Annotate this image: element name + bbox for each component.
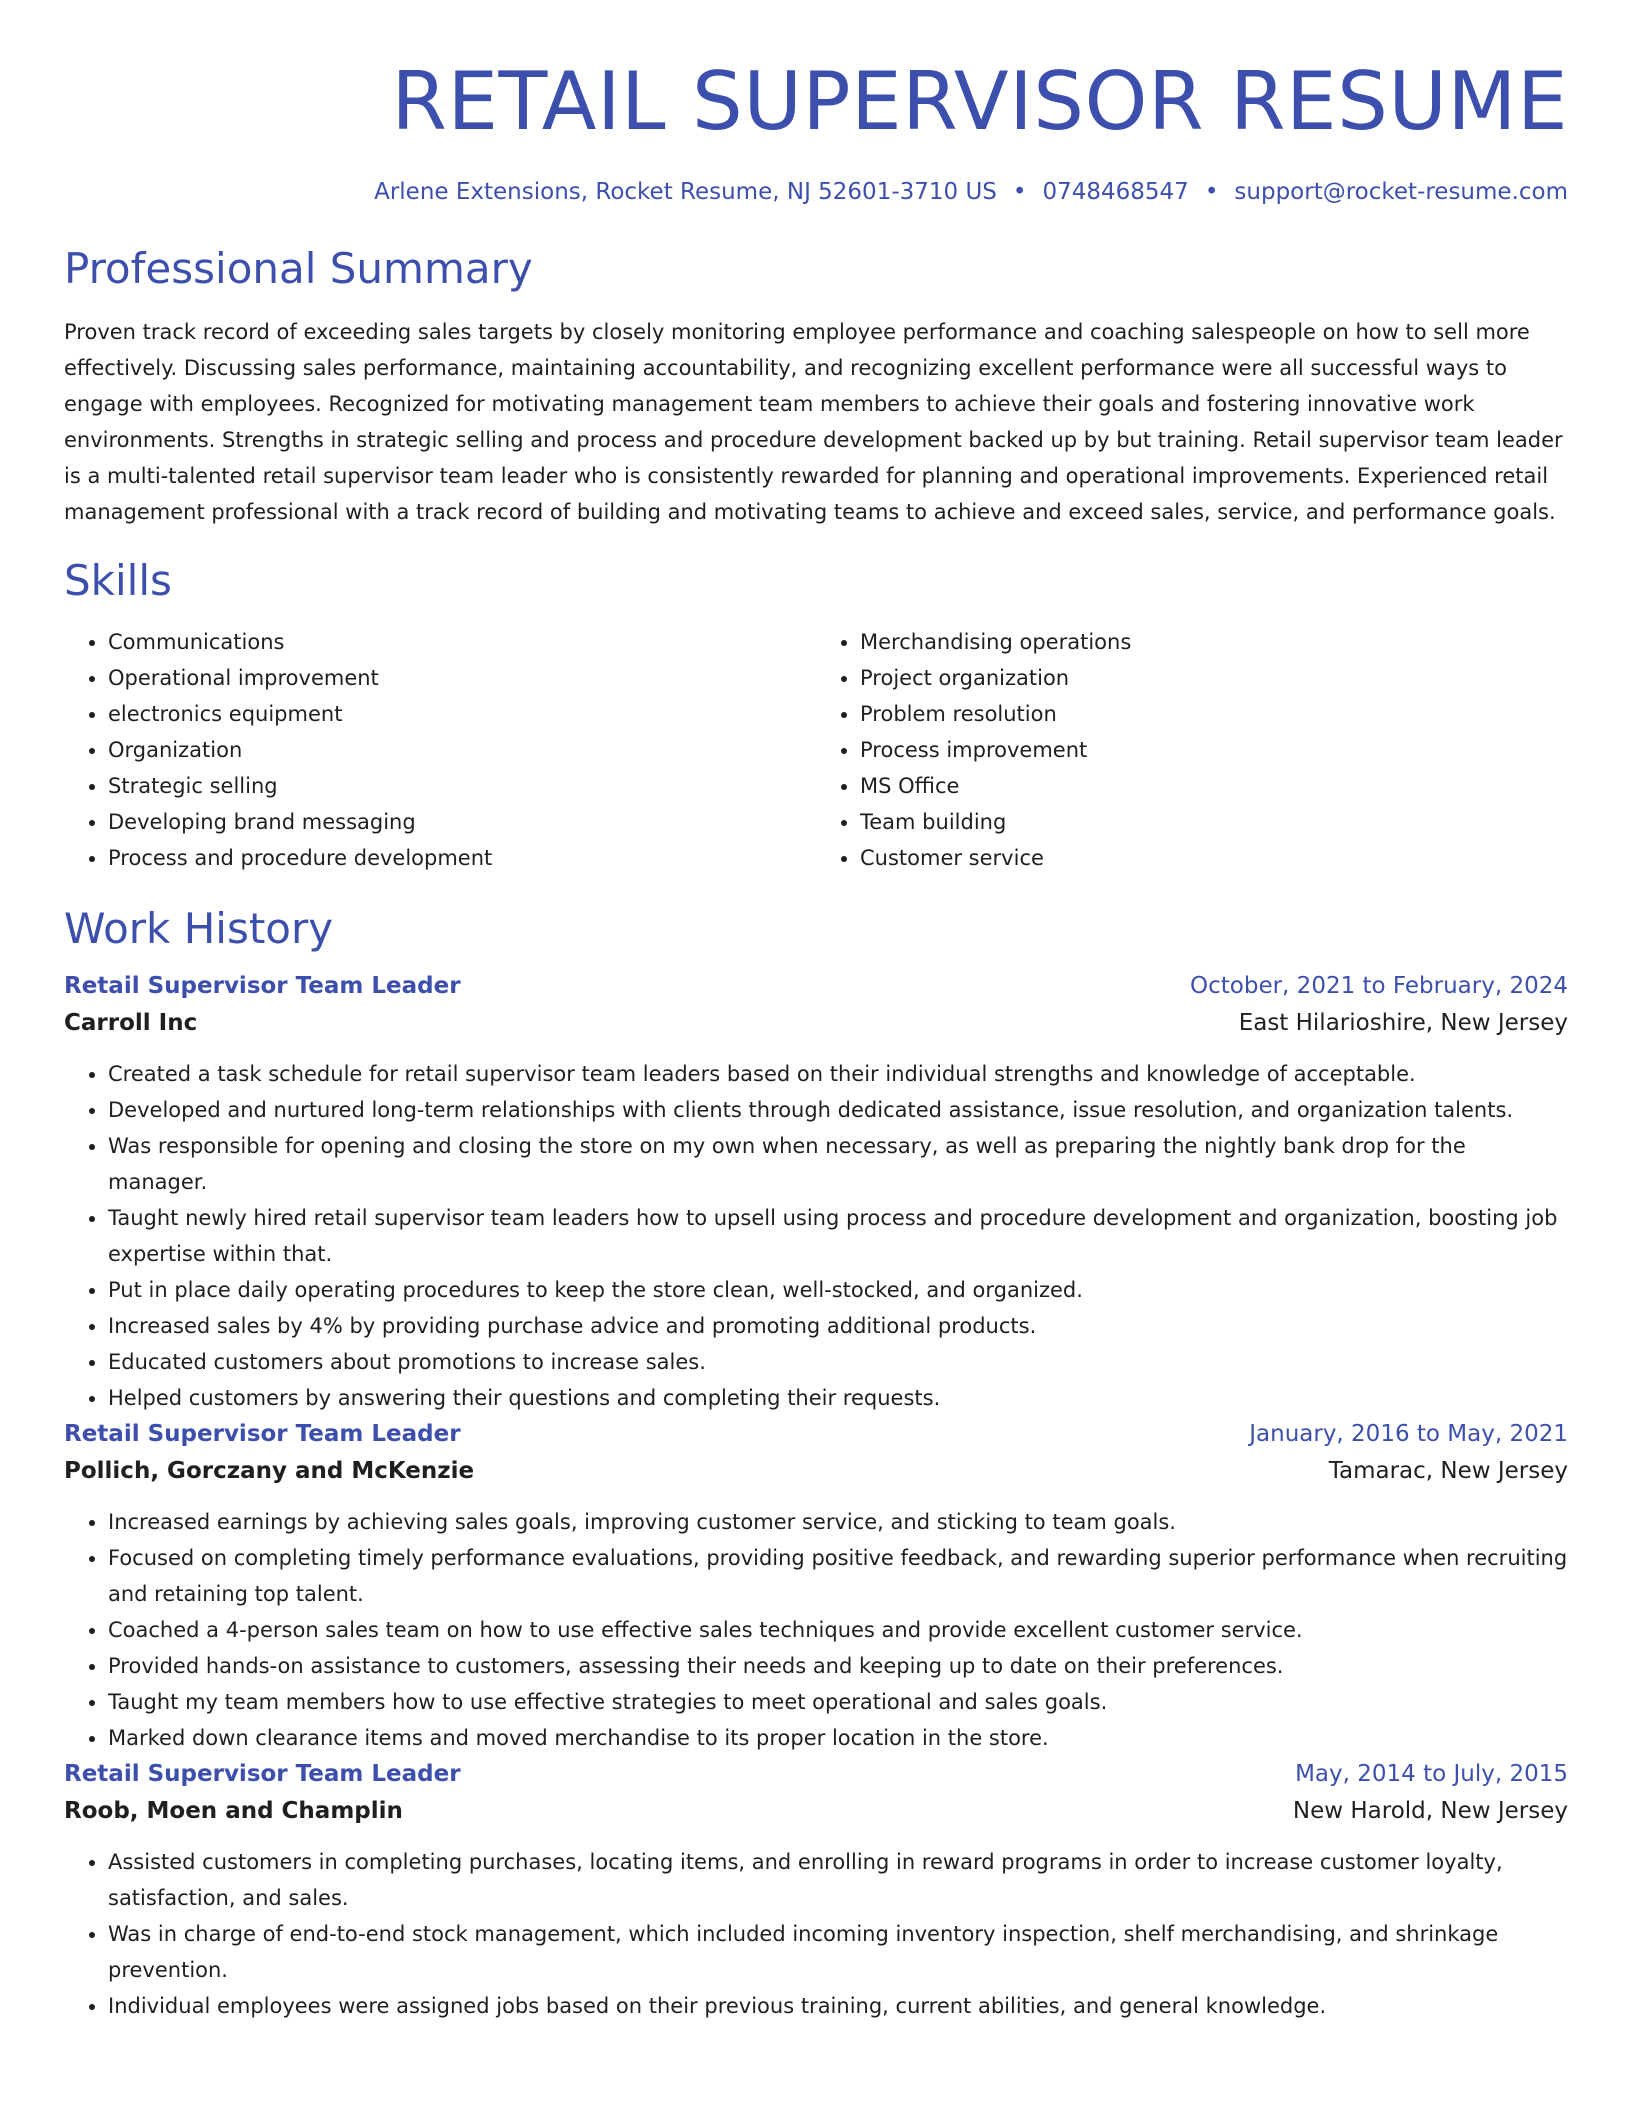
job-dates: May, 2014 to July, 2015 xyxy=(1295,1761,1568,1787)
job-title: Retail Supervisor Team Leader xyxy=(64,973,461,999)
job-bullets xyxy=(64,1056,1568,1416)
skills-list-right xyxy=(816,624,1568,876)
skills-grid xyxy=(64,624,1568,876)
job-title-row xyxy=(64,1756,1568,1792)
skill-item: • MS Office xyxy=(860,768,1568,804)
page-title: RETAIL SUPERVISOR RESUME xyxy=(391,55,1568,148)
job-location: Tamarac, New Jersey xyxy=(1328,1458,1568,1484)
job-bullet: • Taught my team members how to use effective strategies to meet operational and sales goals. xyxy=(108,1684,1568,1720)
skill-item: • Developing brand messaging xyxy=(108,804,816,840)
job-bullet: • Created a task schedule for retail supervisor team leaders based on their individual strengths and knowledge of acceptable. xyxy=(108,1056,1568,1092)
job-bullets xyxy=(64,1504,1568,1756)
skill-item: • Communications xyxy=(108,624,816,660)
contact-line xyxy=(64,176,1568,208)
job-bullet: • Helped customers by answering their questions and completing their requests. xyxy=(108,1380,1568,1416)
contact-email: support@rocket-resume.com xyxy=(1234,179,1568,205)
job-title: Retail Supervisor Team Leader xyxy=(64,1421,461,1447)
work-history-heading: Work History xyxy=(64,904,334,953)
contact-separator: • xyxy=(1204,179,1219,205)
job-title-row xyxy=(64,1416,1568,1452)
job-bullet: • Coached a 4-person sales team on how to use effective sales techniques and provide excellent customer service. xyxy=(108,1612,1568,1648)
skills-heading: Skills xyxy=(64,556,172,605)
job-bullet: • Marked down clearance items and moved merchandise to its proper location in the store. xyxy=(108,1720,1568,1756)
job-title: Retail Supervisor Team Leader xyxy=(64,1761,461,1787)
job-entry xyxy=(64,1416,1568,1756)
job-location: New Harold, New Jersey xyxy=(1292,1798,1568,1824)
job-bullet: • Increased sales by 4% by providing purchase advice and promoting additional products. xyxy=(108,1308,1568,1344)
job-bullet: • Increased earnings by achieving sales goals, improving customer service, and sticking to team goals. xyxy=(108,1504,1568,1540)
skill-item: • Operational improvement xyxy=(108,660,816,696)
job-title-row xyxy=(64,968,1568,1004)
job-company: Carroll Inc xyxy=(64,1010,198,1036)
job-bullet: • Provided hands-on assistance to customers, assessing their needs and keeping up to date on their preferences. xyxy=(108,1648,1568,1684)
skills-list-left xyxy=(64,624,816,876)
skill-item: • Customer service xyxy=(860,840,1568,876)
skill-item: • Organization xyxy=(108,732,816,768)
skill-item: • Team building xyxy=(860,804,1568,840)
skill-item: • electronics equipment xyxy=(108,696,816,732)
job-bullet: • Was responsible for opening and closing the store on my own when necessary, as well as preparing the nightly bank drop for the manager. xyxy=(108,1128,1568,1200)
job-dates: January, 2016 to May, 2021 xyxy=(1249,1421,1568,1447)
resume-header xyxy=(64,52,1568,208)
job-bullets xyxy=(64,1844,1568,2024)
skill-item: • Merchandising operations xyxy=(860,624,1568,660)
summary-heading: Professional Summary xyxy=(64,244,533,293)
job-company-row xyxy=(64,1004,1568,1042)
skill-item: • Project organization xyxy=(860,660,1568,696)
job-company-row xyxy=(64,1452,1568,1490)
contact-phone: 0748468547 xyxy=(1042,179,1189,205)
contact-address: Arlene Extensions, Rocket Resume, NJ 52601-3710 US xyxy=(374,179,997,205)
job-bullet: • Taught newly hired retail supervisor team leaders how to upsell using process and procedure development and organization, boosting job expertise within that. xyxy=(108,1200,1568,1272)
job-entry xyxy=(64,1756,1568,2024)
job-company-row xyxy=(64,1792,1568,1830)
skill-item: • Problem resolution xyxy=(860,696,1568,732)
job-bullet: • Put in place daily operating procedures to keep the store clean, well-stocked, and organized. xyxy=(108,1272,1568,1308)
summary-text: Proven track record of exceeding sales targets by closely monitoring employee performance and coaching salespeople on how to sell more effectively. Discussing sales performance, maintaining accountability, and recognizing excellent performance were all successful ways to engage with employees. Recognized for motivating management team members to achieve their goals and fostering innovative work environments. Strengths in strategic selling and process and procedure development backed up by but training. Retail supervisor team leader is a multi-talented retail supervisor team leader who is consistently rewarded for planning and operational improvements. Experienced retail management professional with a track record of building and motivating teams to achieve and exceed sales, service, and performance goals. xyxy=(64,320,1563,524)
job-entry xyxy=(64,968,1568,1416)
job-location: East Hilarioshire, New Jersey xyxy=(1238,1010,1568,1036)
job-dates: October, 2021 to February, 2024 xyxy=(1190,973,1568,999)
job-company: Pollich, Gorczany and McKenzie xyxy=(64,1458,475,1484)
skill-item: • Strategic selling xyxy=(108,768,816,804)
job-bullet: • Focused on completing timely performance evaluations, providing positive feedback, and rewarding superior performance when recruiting and retaining top talent. xyxy=(108,1540,1568,1612)
job-bullet: • Assisted customers in completing purchases, locating items, and enrolling in reward programs in order to increase customer loyalty, satisfaction, and sales. xyxy=(108,1844,1568,1916)
skill-item: • Process and procedure development xyxy=(108,840,816,876)
job-bullet: • Was in charge of end-to-end stock management, which included incoming inventory inspection, shelf merchandising, and shrinkage prevention. xyxy=(108,1916,1568,1988)
job-bullet: • Individual employees were assigned jobs based on their previous training, current abilities, and general knowledge. xyxy=(108,1988,1568,2024)
skill-item: • Process improvement xyxy=(860,732,1568,768)
job-company: Roob, Moen and Champlin xyxy=(64,1798,403,1824)
job-bullet: • Educated customers about promotions to increase sales. xyxy=(108,1344,1568,1380)
contact-separator: • xyxy=(1012,179,1027,205)
job-bullet: • Developed and nurtured long-term relationships with clients through dedicated assistance, issue resolution, and organization talents. xyxy=(108,1092,1568,1128)
